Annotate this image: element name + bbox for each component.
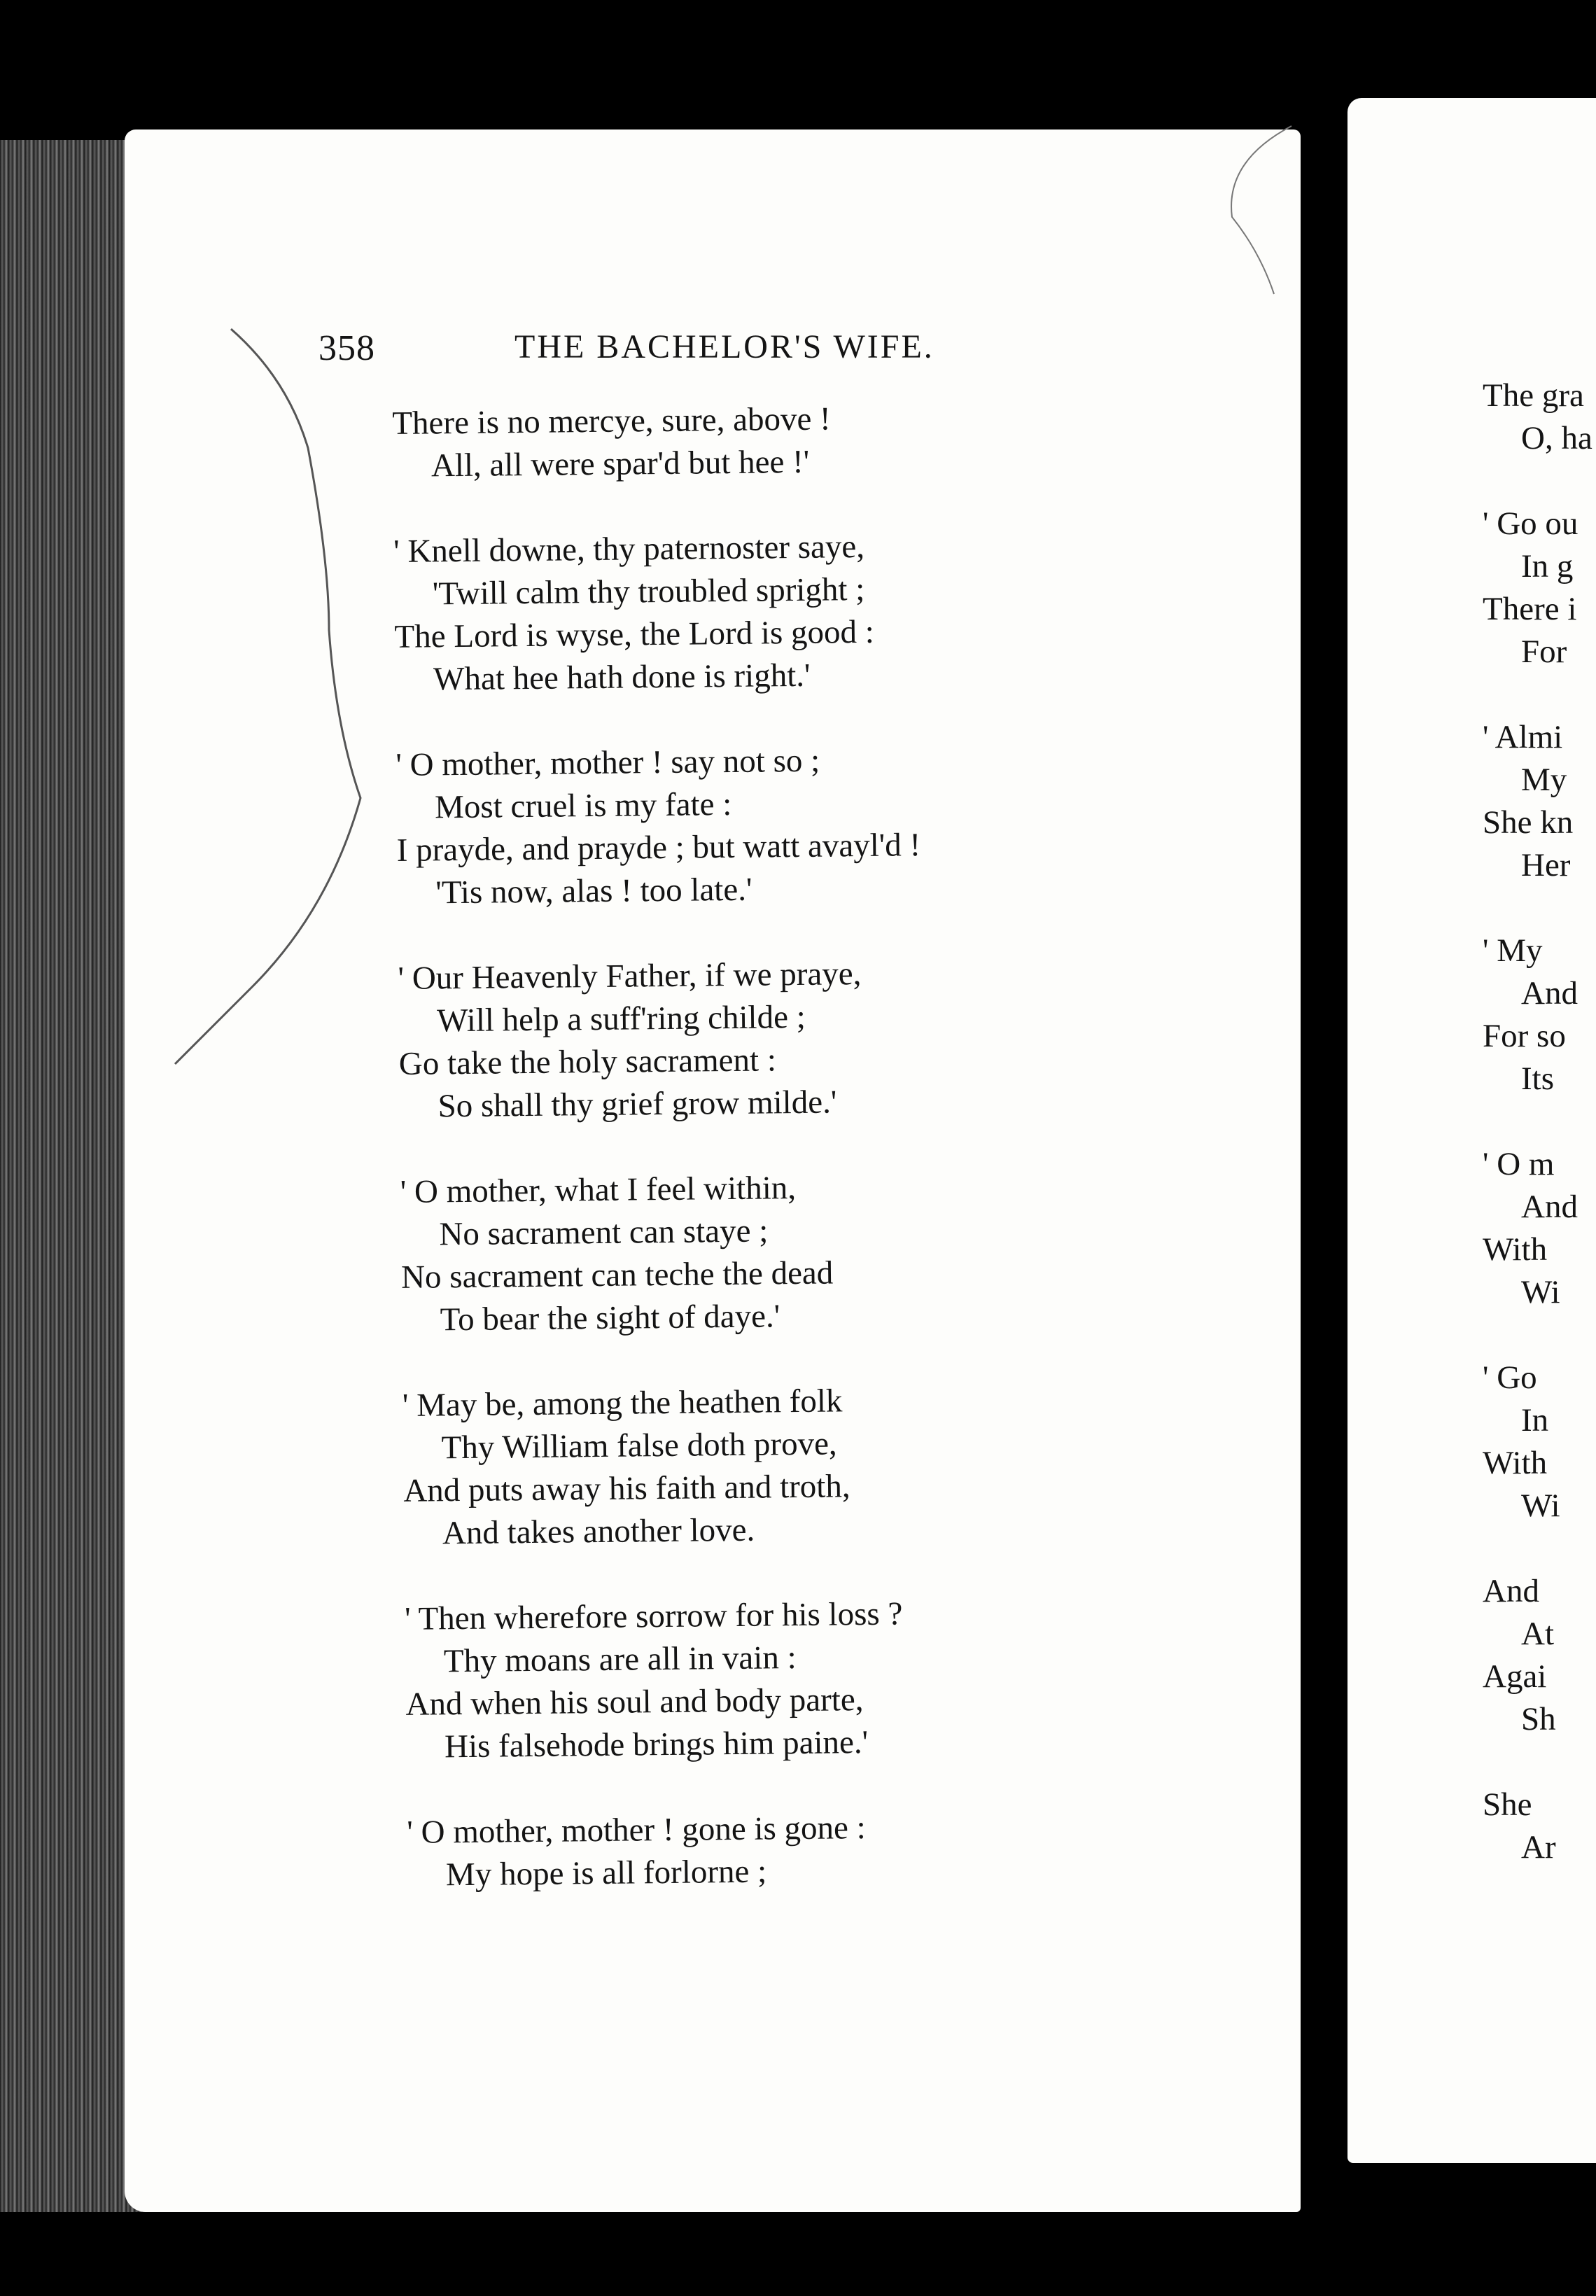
verse-line: There is no mercye, sure, above ! bbox=[392, 400, 831, 442]
stanza bbox=[1483, 1570, 1596, 1741]
verse-line: In g bbox=[1521, 548, 1574, 584]
verse-line: What hee hath done is right.' bbox=[433, 657, 811, 698]
verse-line: I prayde, and prayde ; but watt avayl'd ! bbox=[396, 827, 921, 869]
verse-line: She kn bbox=[1483, 804, 1574, 841]
stanza bbox=[405, 1590, 1148, 1769]
verse-line: There i bbox=[1483, 591, 1577, 627]
verse-line: And puts away his faith and troth, bbox=[403, 1468, 850, 1509]
verse-line: For bbox=[1521, 634, 1567, 670]
stanza bbox=[1483, 1357, 1596, 1527]
verse-line: Most cruel is my fate : bbox=[434, 785, 732, 826]
stanza bbox=[398, 950, 1141, 1128]
verse-line: O, ha bbox=[1521, 420, 1592, 456]
stanza bbox=[1483, 716, 1596, 887]
verse-line: And bbox=[1521, 1189, 1578, 1225]
stanza bbox=[400, 1163, 1143, 1342]
verse-line: With bbox=[1483, 1445, 1548, 1481]
left-page-poem bbox=[392, 395, 1150, 1940]
verse-line: And takes another love. bbox=[442, 1511, 755, 1552]
stanza bbox=[1483, 503, 1596, 673]
verse-line: ' My bbox=[1483, 932, 1543, 969]
running-head bbox=[318, 328, 1018, 377]
stanza bbox=[392, 395, 1135, 488]
verse-line: Agai bbox=[1483, 1658, 1547, 1695]
verse-line: ' Almi bbox=[1483, 719, 1563, 755]
verse-line: At bbox=[1521, 1616, 1554, 1652]
verse-line: No sacrament can teche the dead bbox=[400, 1254, 834, 1296]
verse-line: Wi bbox=[1521, 1274, 1560, 1310]
verse-line: My bbox=[1521, 762, 1567, 798]
verse-line: ' Go ou bbox=[1483, 505, 1578, 542]
verse-line: ' May be, among the heathen folk bbox=[402, 1382, 843, 1424]
verse-line: No sacrament can staye ; bbox=[439, 1212, 769, 1253]
stanza bbox=[1483, 1143, 1596, 1314]
verse-line: For so bbox=[1483, 1018, 1566, 1054]
verse-line: My hope is all forlorne ; bbox=[445, 1853, 767, 1893]
verse-line: And when his soul and body parte, bbox=[405, 1681, 864, 1723]
verse-line: She bbox=[1483, 1786, 1532, 1823]
verse-line: ' O m bbox=[1483, 1146, 1555, 1182]
verse-line: Her bbox=[1521, 847, 1571, 883]
stanza bbox=[393, 523, 1137, 701]
verse-line: 'Tis now, alas ! too late.' bbox=[435, 871, 752, 911]
stanza bbox=[1483, 1784, 1596, 1869]
verse-line: ' Then wherefore sorrow for his loss ? bbox=[404, 1595, 903, 1637]
verse-line: Its bbox=[1521, 1060, 1554, 1097]
verse-line: All, all were spar'd but hee !' bbox=[430, 443, 810, 484]
verse-line: Wi bbox=[1521, 1488, 1560, 1524]
verse-line: Sh bbox=[1521, 1701, 1556, 1737]
stanza bbox=[1483, 930, 1596, 1100]
verse-line: To bear the sight of daye.' bbox=[440, 1298, 780, 1338]
verse-line: So shall thy grief grow milde.' bbox=[438, 1084, 837, 1125]
verse-line: ' O mother, mother ! gone is gone : bbox=[407, 1809, 866, 1851]
verse-line: Will help a suff'ring childe ; bbox=[436, 998, 806, 1040]
verse-line: And bbox=[1483, 1573, 1539, 1609]
stanza bbox=[1483, 374, 1596, 460]
verse-line: ' O mother, mother ! say not so ; bbox=[396, 742, 820, 783]
stanza bbox=[396, 736, 1139, 915]
verse-line: ' O mother, what I feel within, bbox=[400, 1170, 797, 1210]
running-title: THE BACHELOR'S WIFE. bbox=[514, 328, 934, 365]
verse-line: Thy William false doth prove, bbox=[441, 1425, 837, 1466]
verse-line: 'Twill calm thy troubled spright ; bbox=[432, 570, 865, 612]
page-number: 358 bbox=[318, 328, 375, 368]
verse-line: In bbox=[1521, 1402, 1549, 1438]
verse-line: ' Knell downe, thy paternoster saye, bbox=[393, 528, 865, 570]
verse-line: The Lord is wyse, the Lord is good : bbox=[394, 613, 875, 655]
stanza bbox=[402, 1377, 1146, 1555]
verse-line: ' Our Heavenly Father, if we praye, bbox=[398, 955, 862, 997]
verse-line: Go take the holy sacrament : bbox=[398, 1042, 777, 1082]
verse-line: The gra bbox=[1483, 377, 1584, 414]
right-page-poem-fragment bbox=[1483, 374, 1596, 1912]
verse-line: ' Go bbox=[1483, 1359, 1537, 1396]
verse-line: Thy moans are all in vain : bbox=[443, 1639, 797, 1680]
verse-line: Ar bbox=[1521, 1829, 1556, 1865]
verse-line: His falsehode brings him paine.' bbox=[444, 1723, 869, 1765]
verse-line: And bbox=[1521, 975, 1578, 1011]
verse-line: With bbox=[1483, 1231, 1548, 1268]
stanza bbox=[407, 1804, 1149, 1897]
